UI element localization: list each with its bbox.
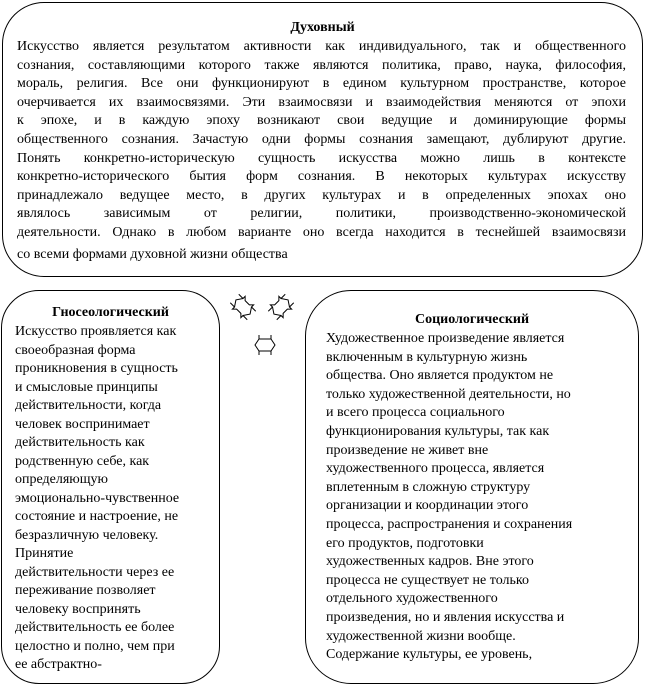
- text-line: художественного процесса, является: [326, 461, 545, 477]
- spiritual-box: [2, 2, 643, 277]
- text-line: безразличную человеку.: [15, 527, 159, 543]
- sociological-text: [326, 330, 630, 665]
- text-line: художественной жизни вообще.: [326, 628, 516, 644]
- text-line: Художественное произведение является: [326, 331, 565, 346]
- text-line: конкретно-исторического бытия форм сознания. В некоторых культурах искусству: [17, 169, 626, 185]
- text-line: определяющую: [15, 472, 108, 487]
- double-arrow-icon: [266, 292, 296, 322]
- text-line: действительности через ее: [15, 564, 175, 580]
- text-line: вплетенным в сложную структуру: [326, 479, 531, 495]
- gnoseological-title: Гносеологический: [52, 305, 169, 320]
- text-line: мораль, религия. Все они функционируют в едином культурном пространстве, которое: [17, 76, 626, 92]
- text-line: функционирования культуры, так как: [326, 423, 550, 439]
- text-line: процесса не существует не только: [326, 572, 529, 588]
- text-line: Принятие: [15, 546, 74, 561]
- text-line: включенным в культурную жизнь: [326, 349, 528, 365]
- sociological-box: [305, 290, 639, 684]
- text-line: деятельности. Однако в любом варианте оно всегда находится в теснейшей взаимосвязи: [17, 224, 626, 240]
- text-line: действительности, когда: [15, 398, 162, 413]
- text-line: Искусство является результатом активности как индивидуального, так и общественного: [17, 39, 626, 54]
- gnoseological-text: [15, 323, 213, 675]
- text-line: со всеми формами духовной жизни общества: [17, 246, 288, 262]
- text-line: проникновения в сущность: [15, 361, 178, 376]
- text-line: его продуктов, подготовки: [326, 535, 484, 551]
- spiritual-text: [17, 38, 626, 264]
- text-line: сознания, составляющими которого также являются политика, право, наука, философия,: [17, 57, 626, 73]
- text-line: Искусство проявляется как: [15, 324, 177, 339]
- text-line: и всего процесса социального: [326, 405, 505, 421]
- text-line: очерчивается их взаимосвязями. Эти взаимосвязи и взаимодействия меняются от эпохи: [17, 94, 626, 110]
- text-line: действительность как: [15, 435, 145, 450]
- text-line: только художественной деятельности, но: [326, 386, 571, 402]
- text-line: являлось зависимым от религии, политики, производственно-экономической: [17, 206, 626, 222]
- text-line: переживание позволяет: [15, 583, 156, 598]
- text-line: Понять конкретно-историческую сущность искусства можно лишь в контексте: [17, 150, 626, 166]
- text-line: к эпохе, и в каждую эпоху возникают свои ведущие и доминирующие формы: [17, 113, 626, 129]
- connector-arrows: [215, 285, 305, 365]
- text-line: человеку воспринять: [15, 601, 141, 617]
- double-arrow-icon: [228, 292, 258, 322]
- text-line: произведения, но и явления искусства и: [326, 609, 565, 625]
- sociological-title: Социологический: [414, 312, 530, 327]
- text-line: родственную себе, как: [15, 453, 150, 469]
- text-line: действительность ее более: [15, 620, 175, 635]
- text-line: принадлежало ведущее место, в других культурах и в определенных эпохах оно: [17, 187, 626, 203]
- text-line: и смысловые принципы: [15, 379, 158, 395]
- text-line: процесса, распространения и сохранения: [326, 516, 573, 532]
- text-line: организации и координации этого: [326, 498, 529, 514]
- text-line: своеобразная форма: [15, 342, 136, 358]
- text-line: эмоционально-чувственное: [15, 490, 180, 506]
- text-line: человек воспринимает: [15, 416, 150, 432]
- text-line: состояние и настроение, не: [15, 509, 179, 524]
- text-line: отдельного художественного: [326, 591, 498, 607]
- gnoseological-box: [1, 290, 220, 684]
- text-line: общества. Оно является продуктом не: [326, 368, 554, 384]
- text-line: общественного сознания. Зачастую одни формы сознания замещают, дублируют другие.: [17, 131, 626, 147]
- text-line: произведение не живет вне: [326, 442, 489, 458]
- text-line: Содержание культуры, ее уровень,: [326, 647, 533, 663]
- text-line: целостно и полно, чем при: [15, 638, 175, 654]
- text-line: ее абстрактно-: [15, 657, 102, 672]
- spiritual-title: Духовный: [290, 20, 355, 35]
- double-arrow-icon: [255, 335, 275, 355]
- text-line: художественных кадров. Вне этого: [326, 554, 534, 570]
